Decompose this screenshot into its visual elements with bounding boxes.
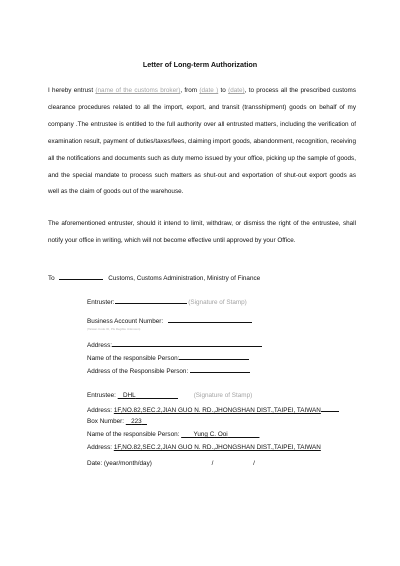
entrustee-responsible-address-value[interactable]: 1F,NO.82,SEC.2,JIAN GUO N. RD.,JHONGSHAN DIST.,TAIPEI, TAIWAN	[113, 444, 321, 451]
entrustee-address-row	[87, 405, 339, 415]
entrustee-value[interactable]	[118, 392, 194, 400]
entruster-row	[87, 297, 247, 307]
date-label: Date: (year/month/day)	[87, 460, 152, 467]
entruster-responsible-field[interactable]	[179, 353, 249, 360]
entrustee-responsible-address-row	[87, 444, 321, 452]
date-separator-1: /	[211, 460, 214, 467]
date-row	[87, 460, 277, 468]
entruster-responsible-label: Name of the responsible Person:	[87, 355, 180, 362]
box-number-row	[87, 418, 147, 426]
entruster-responsible-address-row	[87, 366, 250, 376]
from-text: , from	[180, 87, 198, 94]
business-account-label: Business Account Number:	[87, 318, 164, 325]
business-account-row	[87, 316, 252, 326]
business-account-note: (Taiwan Code ID, Pls Illegible Unknown)	[87, 327, 141, 331]
entruster-field[interactable]	[115, 297, 187, 304]
entruster-signature-hint: (Signature of Stamp)	[188, 299, 247, 306]
entrustee-responsible-address-label: Address:	[87, 444, 113, 451]
entruster-address-field[interactable]	[112, 340, 262, 347]
to-line	[48, 273, 260, 283]
box-number-value[interactable]	[126, 418, 147, 425]
start-date-placeholder[interactable]: (date )	[199, 87, 219, 94]
entruster-address-label: Address:	[87, 342, 113, 349]
document-title: Letter of Long-term Authorization	[142, 60, 258, 69]
lead-text: I hereby entrust	[48, 87, 94, 94]
business-account-field[interactable]	[168, 316, 252, 323]
entruster-responsible-address-label: Address of the Responsible Person:	[87, 368, 189, 375]
entruster-address-row	[87, 340, 262, 350]
entruster-responsible-address-field[interactable]	[190, 366, 250, 373]
entrustee-responsible-row	[87, 431, 271, 439]
to-suffix: Customs, Customs Administration, Ministry of Finance	[108, 275, 261, 282]
paragraph-body: , to process all the prescribed customs clearance procedures related to all the import, export, and transit (transshipment) goods on behalf of my company .The entrustee is entitled to the full authority over all entrusted matters, including the verification of examination result, payment of duties/taxes/fees, claiming import goods, abandonment, recognition, receiving all the notifications and documents such as duty memo issued by your office, picking up the sample of goods, and the special mandate to process such matters as shut-out and exportation of shut-out export goods as well as the claim of goods out of the warehouse.	[48, 87, 357, 196]
end-date-placeholder[interactable]: (date)	[228, 87, 245, 94]
entrustee-responsible-label: Name of the responsible Person:	[87, 431, 180, 438]
entrustee-responsible-name: Yung C. Ooi	[193, 431, 228, 438]
broker-name-placeholder[interactable]: (name of the customs broker)	[95, 87, 181, 94]
entrustee-label: Entrustee:	[87, 392, 116, 399]
to-text: to	[220, 87, 226, 94]
entrustee-address-label: Address:	[87, 407, 113, 414]
box-number-text: 223	[131, 418, 142, 425]
customs-office-blank[interactable]	[59, 273, 103, 280]
entrustee-signature-hint: (Signature of Stamp)	[193, 392, 253, 399]
entrustee-responsible-value[interactable]	[181, 431, 271, 439]
to-prefix: To	[48, 275, 55, 282]
entrustee-name: DHL	[122, 392, 136, 399]
entruster-responsible-row	[87, 353, 249, 363]
entruster-label: Entruster:	[87, 299, 115, 306]
entrustee-address-tail	[321, 405, 339, 412]
authorization-paragraph	[48, 83, 356, 201]
entrustee-address-value[interactable]: 1F,NO.82,SEC.2,JIAN GUO N. RD.,JHONGSHAN DIST.,TAIPEI, TAIWAN	[113, 407, 321, 414]
box-number-label: Box Number:	[87, 418, 125, 425]
entrustee-row	[87, 392, 252, 400]
date-separator-2: /	[253, 460, 255, 467]
revocation-paragraph: The aforementioned entruster, should it intend to limit, withdraw, or dismiss the right of the entrustee, shall notify your office in writing, which will not become effective until approved by your Office.	[48, 220, 356, 244]
